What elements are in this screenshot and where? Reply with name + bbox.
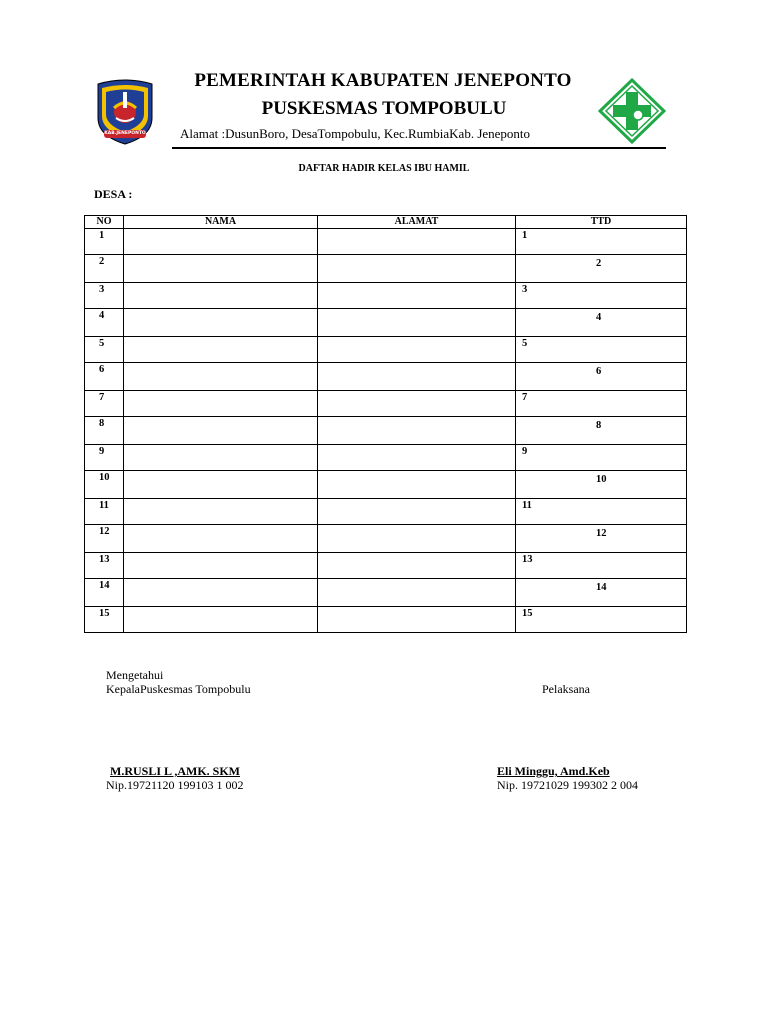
nama-cell[interactable] — [124, 579, 318, 607]
right-signer-name: Eli Minggu, Amd.Keb — [497, 764, 610, 778]
head-title: KepalaPuskesmas Tompobulu — [106, 682, 251, 696]
ttd-cell[interactable]: 2 — [516, 255, 687, 283]
ttd-cell[interactable]: 5 — [516, 337, 687, 363]
alamat-cell[interactable] — [318, 499, 516, 525]
ttd-cell[interactable]: 12 — [516, 525, 687, 553]
ttd-cell[interactable]: 10 — [516, 471, 687, 499]
row-number: 5 — [85, 337, 124, 363]
left-signer-nip: Nip.19721120 199103 1 002 — [106, 778, 244, 792]
table-row — [85, 255, 687, 283]
header-puskesmas-title: PUSKESMAS TOMPOBULU — [261, 98, 507, 119]
alamat-cell[interactable] — [318, 337, 516, 363]
alamat-cell[interactable] — [318, 607, 516, 633]
row-number: 10 — [85, 471, 124, 499]
alamat-cell[interactable] — [318, 471, 516, 499]
alamat-cell[interactable] — [318, 417, 516, 445]
ttd-cell[interactable]: 8 — [516, 417, 687, 445]
row-number: 4 — [85, 309, 124, 337]
nama-cell[interactable] — [124, 229, 318, 255]
nama-cell[interactable] — [124, 525, 318, 553]
alamat-cell[interactable] — [318, 283, 516, 309]
nama-cell[interactable] — [124, 391, 318, 417]
table-row — [85, 445, 687, 471]
column-header-alamat: ALAMAT — [318, 216, 516, 229]
nama-cell[interactable] — [124, 283, 318, 309]
nama-cell[interactable] — [124, 309, 318, 337]
nama-cell[interactable] — [124, 417, 318, 445]
nama-cell[interactable] — [124, 553, 318, 579]
table-row — [85, 229, 687, 255]
table-row — [85, 363, 687, 391]
header-address: Alamat :DusunBoro, DesaTompobulu, Kec.RumbiaKab. Jeneponto — [180, 126, 531, 141]
ttd-cell[interactable]: 3 — [516, 283, 687, 309]
table-header-row — [85, 216, 687, 229]
ttd-cell[interactable]: 11 — [516, 499, 687, 525]
row-number: 12 — [85, 525, 124, 553]
acknowledge-label: Mengetahui — [106, 668, 164, 682]
alamat-cell[interactable] — [318, 579, 516, 607]
row-number: 15 — [85, 607, 124, 633]
row-number: 7 — [85, 391, 124, 417]
alamat-cell[interactable] — [318, 255, 516, 283]
row-number: 3 — [85, 283, 124, 309]
attendance-table — [84, 215, 687, 633]
row-number: 14 — [85, 579, 124, 607]
alamat-cell[interactable] — [318, 391, 516, 417]
table-row — [85, 499, 687, 525]
alamat-cell[interactable] — [318, 309, 516, 337]
column-header-nama: NAMA — [124, 216, 318, 229]
table-row — [85, 283, 687, 309]
ttd-cell[interactable]: 13 — [516, 553, 687, 579]
table-row — [85, 553, 687, 579]
table-row — [85, 579, 687, 607]
ttd-cell[interactable]: 1 — [516, 229, 687, 255]
left-signature-block — [106, 668, 251, 696]
table-row — [85, 525, 687, 553]
table-row — [85, 471, 687, 499]
document-title: DAFTAR HADIR KELAS IBU HAMIL — [298, 163, 470, 174]
column-header-no: NO — [85, 216, 124, 229]
nama-cell[interactable] — [124, 255, 318, 283]
table-row — [85, 309, 687, 337]
nama-cell[interactable] — [124, 363, 318, 391]
row-number: 9 — [85, 445, 124, 471]
table-row — [85, 417, 687, 445]
row-number: 11 — [85, 499, 124, 525]
table-row — [85, 391, 687, 417]
row-number: 13 — [85, 553, 124, 579]
column-header-ttd: TTD — [516, 216, 687, 229]
table-row — [85, 607, 687, 633]
ttd-cell[interactable]: 9 — [516, 445, 687, 471]
left-signer-name: M.RUSLI L ,AMK. SKM — [110, 764, 241, 778]
alamat-cell[interactable] — [318, 229, 516, 255]
table-row — [85, 337, 687, 363]
ttd-cell[interactable]: 15 — [516, 607, 687, 633]
alamat-cell[interactable] — [318, 363, 516, 391]
desa-label: DESA : — [94, 187, 133, 201]
header-divider — [172, 147, 666, 149]
ttd-cell[interactable]: 4 — [516, 309, 687, 337]
alamat-cell[interactable] — [318, 445, 516, 471]
right-signer-nip: Nip. 19721029 199302 2 004 — [497, 778, 638, 792]
nama-cell[interactable] — [124, 445, 318, 471]
alamat-cell[interactable] — [318, 553, 516, 579]
header-government-title: PEMERINTAH KABUPATEN JENEPONTO — [194, 70, 572, 91]
alamat-cell[interactable] — [318, 525, 516, 553]
nama-cell[interactable] — [124, 499, 318, 525]
executor-role: Pelaksana — [542, 682, 590, 696]
nama-cell[interactable] — [124, 337, 318, 363]
logo-caption: KAB.JENEPONTO — [104, 131, 146, 136]
ttd-cell[interactable]: 14 — [516, 579, 687, 607]
row-number: 6 — [85, 363, 124, 391]
row-number: 8 — [85, 417, 124, 445]
nama-cell[interactable] — [124, 607, 318, 633]
nama-cell[interactable] — [124, 471, 318, 499]
ttd-cell[interactable]: 7 — [516, 391, 687, 417]
row-number: 1 — [85, 229, 124, 255]
row-number: 2 — [85, 255, 124, 283]
ttd-cell[interactable]: 6 — [516, 363, 687, 391]
